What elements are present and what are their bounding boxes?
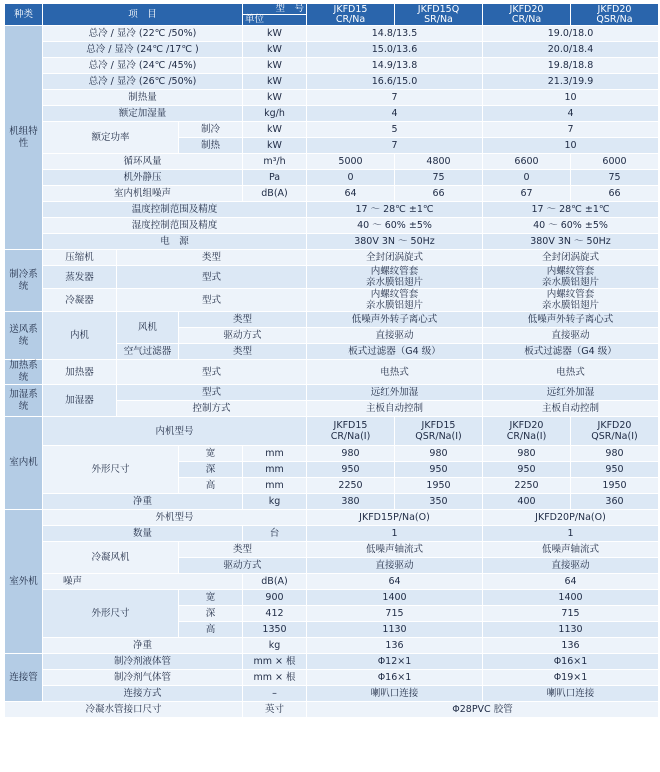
row-value: 1130: [307, 622, 483, 638]
row-value: 64: [307, 186, 395, 202]
category-heating: 加热系统: [5, 360, 43, 385]
row-label: 压缩机: [43, 250, 117, 266]
row-value: 40 ～ 60% ±5%: [483, 218, 659, 234]
row-label: 总冷 / 显冷 (24℃ /45%): [43, 58, 243, 74]
table-row: [5, 312, 659, 328]
row-label: 温度控制范围及精度: [43, 202, 307, 218]
row-value: 主板自动控制: [483, 401, 659, 417]
table-row: [5, 90, 659, 106]
row-sub: 驱动方式: [179, 328, 307, 344]
table-row: [5, 510, 659, 526]
row-value: 直接驱动: [483, 558, 659, 574]
table-row: [5, 360, 659, 385]
row-unit: kW: [243, 58, 307, 74]
row-unit: kW: [243, 122, 307, 138]
row-value: 350: [395, 494, 483, 510]
table-row: [5, 686, 659, 702]
row-value: 66: [395, 186, 483, 202]
row-value: 4800: [395, 154, 483, 170]
row-value: 950: [395, 462, 483, 478]
row-value: 直接驱动: [483, 328, 659, 344]
row-value: 电热式: [483, 360, 659, 385]
row-unit: mm: [243, 478, 307, 494]
row-value: 21.3/19.9: [483, 74, 659, 90]
row-value: 电热式: [307, 360, 483, 385]
row-value: 360: [571, 494, 659, 510]
row-label: 电 源: [43, 234, 307, 250]
table-row: [5, 234, 659, 250]
row-value: 980: [571, 446, 659, 462]
row-label: 蒸发器: [43, 266, 117, 289]
row-value: JKFD20P/Na(O): [483, 510, 659, 526]
row-value: 直接驱动: [307, 328, 483, 344]
row-value: JKFD15P/Na(O): [307, 510, 483, 526]
row-label: 内机型号: [43, 417, 307, 446]
row-unit: kg/h: [243, 106, 307, 122]
row-value: 4: [483, 106, 659, 122]
row-value: 64: [483, 574, 659, 590]
row-sub: 类型: [179, 542, 307, 558]
row-value: 380V 3N ～ 50Hz: [483, 234, 659, 250]
table-row: [5, 202, 659, 218]
row-value: 17 ～ 28℃ ±1℃: [307, 202, 483, 218]
row-value: 10: [483, 138, 659, 154]
row-value: 主板自动控制: [307, 401, 483, 417]
dim-label: 高: [179, 478, 243, 494]
row-label: 总冷 / 显冷 (22℃ /50%): [43, 26, 243, 42]
row-sub: 驱动方式: [179, 558, 307, 574]
row-value: 0: [307, 170, 395, 186]
row-value: 远红外加湿: [307, 385, 483, 401]
row-value: 5: [307, 122, 483, 138]
row-unit: 英寸: [243, 702, 307, 718]
header-item: 项 目: [43, 4, 243, 26]
row-sub: 类型: [179, 312, 307, 328]
table-row: [5, 494, 659, 510]
row-value: 380: [307, 494, 395, 510]
row-sub: 型式: [117, 289, 307, 312]
row-unit: dB(A): [243, 186, 307, 202]
row-unit: dB(A): [243, 574, 307, 590]
row-value: 内螺纹管套 亲水膜铝翅片: [483, 266, 659, 289]
row-value: 低噪声外转子离心式: [483, 312, 659, 328]
table-row: [5, 638, 659, 654]
row-label: 总冷 / 显冷 (24℃ /17℃ ): [43, 42, 243, 58]
row-label: 冷凝器: [43, 289, 117, 312]
row-unit: 台: [243, 526, 307, 542]
row-label: 冷凝水管接口尺寸: [5, 702, 243, 718]
table-row: [5, 446, 659, 462]
row-unit: kW: [243, 42, 307, 58]
dim-label: 深: [179, 606, 243, 622]
table-row: [5, 218, 659, 234]
row-value: 980: [395, 446, 483, 462]
row-unit: kW: [243, 90, 307, 106]
row-value: 内螺纹管套 亲水膜铝翅片: [483, 289, 659, 312]
header-category: 种类: [5, 4, 43, 26]
row-unit: kW: [243, 138, 307, 154]
row-value: 380V 3N ～ 50Hz: [307, 234, 483, 250]
row-label: 噪声: [43, 574, 243, 590]
row-value: 1400: [483, 590, 659, 606]
row-value: 136: [307, 638, 483, 654]
row-value: Φ12×1: [307, 654, 483, 670]
category-humid: 加湿系统: [5, 385, 43, 417]
row-value: 20.0/18.4: [483, 42, 659, 58]
row-sub: 控制方式: [117, 401, 307, 417]
row-value: 4: [307, 106, 483, 122]
row-label: 湿度控制范围及精度: [43, 218, 307, 234]
row-value: 136: [483, 638, 659, 654]
row-label: 净重: [43, 494, 243, 510]
row-value: 6600: [483, 154, 571, 170]
header-row: [5, 4, 659, 15]
row-value: 1130: [483, 622, 659, 638]
row-label: 外形尺寸: [43, 446, 179, 494]
row-value: 19.8/18.8: [483, 58, 659, 74]
row-sub: 型式: [117, 266, 307, 289]
row-label: 额定加湿量: [43, 106, 243, 122]
row-value: 950: [571, 462, 659, 478]
table-row: [5, 106, 659, 122]
row-value: 5000: [307, 154, 395, 170]
row-value: 66: [571, 186, 659, 202]
table-row: [5, 385, 659, 401]
row-unit: kW: [243, 74, 307, 90]
table-row: [5, 654, 659, 670]
table-row: [5, 702, 659, 718]
row-label: 外机型号: [43, 510, 307, 526]
row-value: 内螺纹管套 亲水膜铝翅片: [307, 289, 483, 312]
dim-label: 高: [179, 622, 243, 638]
row-value: 1400: [307, 590, 483, 606]
row-value: 喇叭口连接: [483, 686, 659, 702]
category-supply: 送风系统: [5, 312, 43, 360]
row-unit: mm: [243, 446, 307, 462]
row-label: 制冷剂气体管: [43, 670, 243, 686]
row-value: 板式过滤器（G4 级）: [307, 344, 483, 360]
row-value: 6000: [571, 154, 659, 170]
row-unit: mm: [243, 462, 307, 478]
row-label: 数量: [43, 526, 243, 542]
table-row: [5, 574, 659, 590]
category-connect: 连接管: [5, 654, 43, 702]
row-value: 980: [307, 446, 395, 462]
indoor-model: JKFD15 QSR/Na(I): [395, 417, 483, 446]
table-row: [5, 186, 659, 202]
row-value: 10: [483, 90, 659, 106]
row-label: 制热量: [43, 90, 243, 106]
row-value: 7: [483, 122, 659, 138]
row-unit: 900: [243, 590, 307, 606]
row-value: Φ16×1: [307, 670, 483, 686]
row-value: 板式过滤器（G4 级）: [483, 344, 659, 360]
row-value: 2250: [307, 478, 395, 494]
row-value: 1950: [571, 478, 659, 494]
row-sub: 型式: [117, 385, 307, 401]
row-sub: 型式: [117, 360, 307, 385]
row-value: 低噪声轴流式: [483, 542, 659, 558]
table-row: [5, 670, 659, 686]
header-model: 型 号: [243, 4, 307, 15]
category-refrig: 制冷系统: [5, 250, 43, 312]
row-value: 715: [307, 606, 483, 622]
row-value: 1: [483, 526, 659, 542]
row-value: 75: [395, 170, 483, 186]
row-label: 制冷剂液体管: [43, 654, 243, 670]
row-value: 950: [307, 462, 395, 478]
row-label: 冷凝风机: [43, 542, 179, 574]
row-value: 75: [571, 170, 659, 186]
row-unit: mm × 根: [243, 670, 307, 686]
row-sub: 类型: [117, 250, 307, 266]
table-row: [5, 526, 659, 542]
row-value: 喇叭口连接: [307, 686, 483, 702]
indoor-label: 内机: [43, 312, 117, 360]
row-value: 1950: [395, 478, 483, 494]
row-unit: Pa: [243, 170, 307, 186]
row-value: 14.9/13.8: [307, 58, 483, 74]
row-value: 19.0/18.0: [483, 26, 659, 42]
header-model-3: JKFD20 CR/Na: [483, 4, 571, 26]
row-unit: m³/h: [243, 154, 307, 170]
row-unit: 412: [243, 606, 307, 622]
row-label: 外形尺寸: [43, 590, 179, 638]
row-value: Φ16×1: [483, 654, 659, 670]
row-value: 远红外加湿: [483, 385, 659, 401]
table-row: [5, 122, 659, 138]
header-unit: 单位: [243, 15, 307, 26]
row-value: 980: [483, 446, 571, 462]
dim-label: 深: [179, 462, 243, 478]
dim-label: 宽: [179, 590, 243, 606]
row-value: 低噪声外转子离心式: [307, 312, 483, 328]
row-value: 17 ～ 28℃ ±1℃: [483, 202, 659, 218]
header-model-1: JKFD15 CR/Na: [307, 4, 395, 26]
indoor-model: JKFD20 QSR/Na(I): [571, 417, 659, 446]
table-row: [5, 590, 659, 606]
row-value: 低噪声轴流式: [307, 542, 483, 558]
row-value: 7: [307, 138, 483, 154]
indoor-model: JKFD20 CR/Na(I): [483, 417, 571, 446]
table-row: [5, 250, 659, 266]
row-value: 715: [483, 606, 659, 622]
filter-label: 空气过滤器: [117, 344, 179, 360]
table-row: [5, 542, 659, 558]
row-label: 加热器: [43, 360, 117, 385]
row-unit: mm × 根: [243, 654, 307, 670]
row-label: 加湿器: [43, 385, 117, 417]
header-model-4: JKFD20 QSR/Na: [571, 4, 659, 26]
spec-table: [4, 3, 659, 718]
row-value: 64: [307, 574, 483, 590]
table-row: [5, 74, 659, 90]
row-value: 直接驱动: [307, 558, 483, 574]
row-value: 0: [483, 170, 571, 186]
dim-label: 宽: [179, 446, 243, 462]
table-row: [5, 417, 659, 446]
row-value: Φ28PVC 胶管: [307, 702, 659, 718]
row-value: 7: [307, 90, 483, 106]
indoor-model: JKFD15 CR/Na(I): [307, 417, 395, 446]
row-label: 总冷 / 显冷 (26℃ /50%): [43, 74, 243, 90]
row-sub: 类型: [179, 344, 307, 360]
row-value: 内螺纹管套 亲水膜铝翅片: [307, 266, 483, 289]
category-indoor: 室内机: [5, 417, 43, 510]
rated-power-heat: 制热: [179, 138, 243, 154]
rated-power-label: 额定功率: [43, 122, 179, 154]
table-row: [5, 26, 659, 42]
category-unit: 机组特性: [5, 26, 43, 250]
row-value: 40 ～ 60% ±5%: [307, 218, 483, 234]
row-value: 全封闭涡旋式: [307, 250, 483, 266]
row-label: 机外静压: [43, 170, 243, 186]
table-row: [5, 42, 659, 58]
header-model-2: JKFD15Q SR/Na: [395, 4, 483, 26]
row-value: 2250: [483, 478, 571, 494]
rated-power-cool: 制冷: [179, 122, 243, 138]
table-row: [5, 154, 659, 170]
row-value: 全封闭涡旋式: [483, 250, 659, 266]
row-label: 净重: [43, 638, 243, 654]
row-unit: kg: [243, 494, 307, 510]
row-unit: –: [243, 686, 307, 702]
row-value: 400: [483, 494, 571, 510]
row-value: 1: [307, 526, 483, 542]
row-unit: kW: [243, 26, 307, 42]
row-label: 连接方式: [43, 686, 243, 702]
fan-label: 风机: [117, 312, 179, 344]
row-label: 室内机组噪声: [43, 186, 243, 202]
table-row: [5, 58, 659, 74]
row-value: 16.6/15.0: [307, 74, 483, 90]
row-unit: kg: [243, 638, 307, 654]
row-value: Φ19×1: [483, 670, 659, 686]
row-value: 67: [483, 186, 571, 202]
row-value: 15.0/13.6: [307, 42, 483, 58]
row-value: 14.8/13.5: [307, 26, 483, 42]
row-value: 950: [483, 462, 571, 478]
row-label: 循环风量: [43, 154, 243, 170]
table-row: [5, 170, 659, 186]
category-outdoor: 室外机: [5, 510, 43, 654]
row-unit: 1350: [243, 622, 307, 638]
